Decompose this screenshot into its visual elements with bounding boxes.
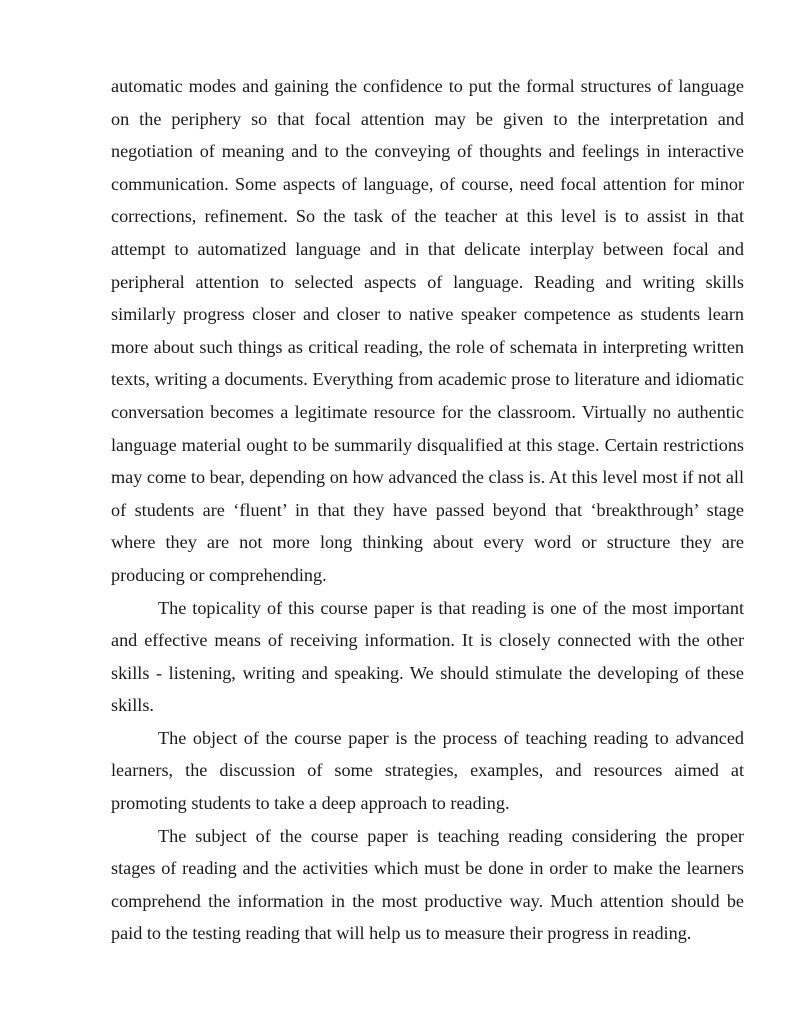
paragraph-subject: The subject of the course paper is teaching reading considering the proper stages of reading and the activities which must be done in order to make the learners comprehend the information in the most productive way. Much attention should be paid to the testing reading that will help us to measure their progress in reading. bbox=[111, 825, 744, 944]
body-text bbox=[111, 70, 744, 950]
paragraph-topicality: The topicality of this course paper is that reading is one of the most important and effective means of receiving information. It is closely connected with the other skills - listening, writing and speaking. We should stimulate the developing of these skills. bbox=[111, 597, 744, 716]
paragraph-continuation: automatic modes and gaining the confidence to put the formal structures of language on the periphery so that focal attention may be given to the interpretation and negotiation of meaning and to the conveying of thoughts and feelings in interactive communication. Some aspects of language, of course, need focal attention for minor corrections, refinement. So the task of the teacher at this level is to assist in that attempt to automatized language and in that delicate interplay between focal and peripheral attention to selected aspects of language. Reading and writing skills similarly progress closer and closer to native speaker competence as students learn more about such things as critical reading, the role of schemata in interpreting written texts, writing a documents. Everything from academic prose to literature and idiomatic conversation becomes a legitimate resource for the classroom. Virtually no authentic language material ought to be summarily disqualified at this stage. Certain restrictions may come to bear, depending on how advanced the class is. At this level most if not all of students are ‘fluent’ in that they have passed beyond that ‘breakthrough’ stage where they are not more long thinking about every word or structure they are producing or comprehending. bbox=[111, 76, 744, 585]
paragraph-object: The object of the course paper is the process of teaching reading to advanced learners, the discussion of some strategies, examples, and resources aimed at promoting students to take a deep approach to reading. bbox=[111, 727, 744, 814]
